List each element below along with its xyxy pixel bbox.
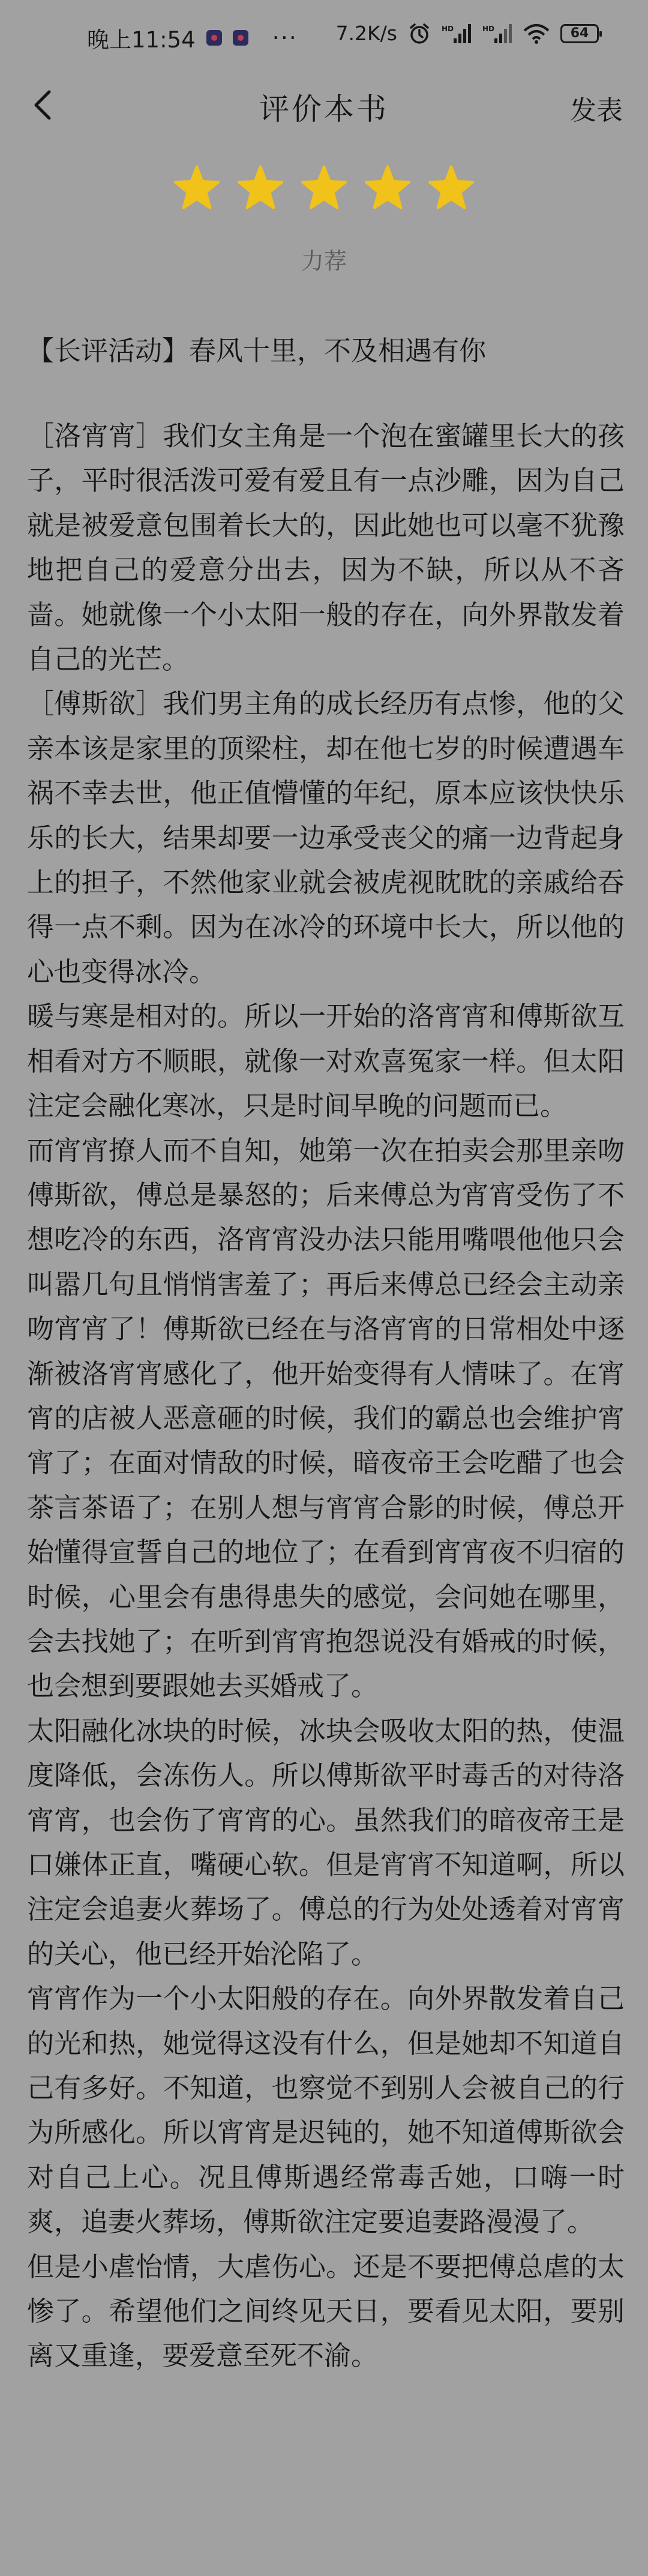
star-icon[interactable] bbox=[238, 165, 283, 209]
review-title[interactable]: 【长评活动】春风十里，不及相遇有你 bbox=[27, 335, 487, 367]
review-paragraph: 而宵宵撩人而不自知，她第一次在拍卖会那里亲吻傅斯欲，傅总是暴怒的；后来傅总为宵宵受伤了不想吃冷的东西，洛宵宵没办法只能用嘴喂他他只会叫嚣几句且悄悄害羞了；再后来傅总已经会主动亲吻宵宵了！傅斯欲已经在与洛宵宵的日常相处中逐渐被洛宵宵感化了，他开始变得有人情味了。在宵宵的店被人恶意砸的时候，我们的霸总也会维护宵宵了；在面对情敌的时候，暗夜帝王会吃醋了也会茶言茶语了；在别人想与宵宵合影的时候，傅总开始懂得宣誓自己的地位了；在看到宵宵夜不归宿的时候，心里会有患得患失的感觉，会问她在哪里，会去找她了；在听到宵宵抱怨说没有婚戒的时候，也会想到要跟她去买婚戒了。 bbox=[27, 1134, 625, 1702]
star-rating[interactable] bbox=[0, 165, 648, 209]
status-bar bbox=[0, 0, 648, 72]
signal-hd-icon bbox=[482, 23, 512, 44]
svg-text:HD: HD bbox=[442, 24, 454, 33]
alarm-icon bbox=[408, 22, 431, 45]
notification-app-icon bbox=[233, 30, 248, 46]
review-paragraph: ［傅斯欲］我们男主角的成长经历有点惨，他的父亲本该是家里的顶梁柱，却在他七岁的时候遭遇车祸不幸去世，他正值懵懂的年纪，原本应该快快乐乐的长大，结果却要一边承受丧父的痛一边背起身上的担子，不然他家业就会被虎视眈眈的亲戚给吞得一点不剩。因为在冰冷的环境中长大，所以他的心也变得冰冷。 bbox=[27, 688, 625, 988]
status-left bbox=[87, 22, 298, 54]
publish-button[interactable]: 发表 bbox=[570, 95, 623, 126]
star-icon[interactable] bbox=[301, 165, 347, 209]
review-paragraph: ［洛宵宵］我们女主角是一个泡在蜜罐里长大的孩子，平时很活泼可爱有爱且有一点沙雕，因为自己就是被爱意包围着长大的，因此她也可以毫不犹豫地把自己的爱意分出去，因为不缺，所以从不吝啬。她就像一个小太阳一般的存在，向外界散发着自己的光芒。 bbox=[27, 420, 625, 676]
more-notifications-icon: ··· bbox=[272, 25, 298, 51]
star-icon[interactable] bbox=[174, 165, 220, 209]
review-body[interactable] bbox=[27, 414, 625, 2379]
review-paragraph: 宵宵作为一个小太阳般的存在。向外界散发着自己的光和热，她觉得这没有什么，但是她却不知道自己有多好。不知道，也察觉不到别人会被自己的行为所感化。所以宵宵是迟钝的，她不知道傅斯欲会对自己上心。况且傅斯遇经常毒舌她，口嗨一时爽，追妻火葬场，傅斯欲注定要追妻路漫漫了。 bbox=[27, 1983, 625, 2238]
notification-app-icon bbox=[206, 30, 222, 46]
rating-label: 力荐 bbox=[301, 248, 347, 274]
network-speed: 7.2K/s bbox=[335, 22, 397, 45]
review-paragraph: 暖与寒是相对的。所以一开始的洛宵宵和傅斯欲互相看对方不顺眼，就像一对欢喜冤家一样。但太阳注定会融化寒冰，只是时间早晚的问题而已。 bbox=[27, 1000, 625, 1122]
wifi-icon bbox=[523, 23, 550, 44]
page-title: 评价本书 bbox=[259, 92, 389, 127]
status-right bbox=[336, 22, 599, 45]
star-icon[interactable] bbox=[365, 165, 410, 209]
signal-hd-icon bbox=[442, 23, 472, 44]
battery-icon: 64 bbox=[560, 24, 599, 43]
review-paragraph: 但是小虐怡情，大虐伤心。还是不要把傅总虐的太惨了。希望他们之间终见天日，要看见太阳，要别离又重逢，要爱意至死不渝。 bbox=[27, 2250, 625, 2372]
svg-text:HD: HD bbox=[482, 24, 495, 33]
header-bar bbox=[0, 72, 648, 138]
star-icon[interactable] bbox=[428, 165, 474, 209]
review-paragraph: 太阳融化冰块的时候，冰块会吸收太阳的热，使温度降低，会冻伤人。所以傅斯欲平时毒舌的对待洛宵宵，也会伤了宵宵的心。虽然我们的暗夜帝王是口嫌体正直，嘴硬心软。但是宵宵不知道啊，所以注定会追妻火葬场了。傅总的行为处处透着对宵宵的关心，他已经开始沦陷了。 bbox=[27, 1714, 625, 1970]
status-time: 晚上11:54 bbox=[87, 27, 196, 53]
